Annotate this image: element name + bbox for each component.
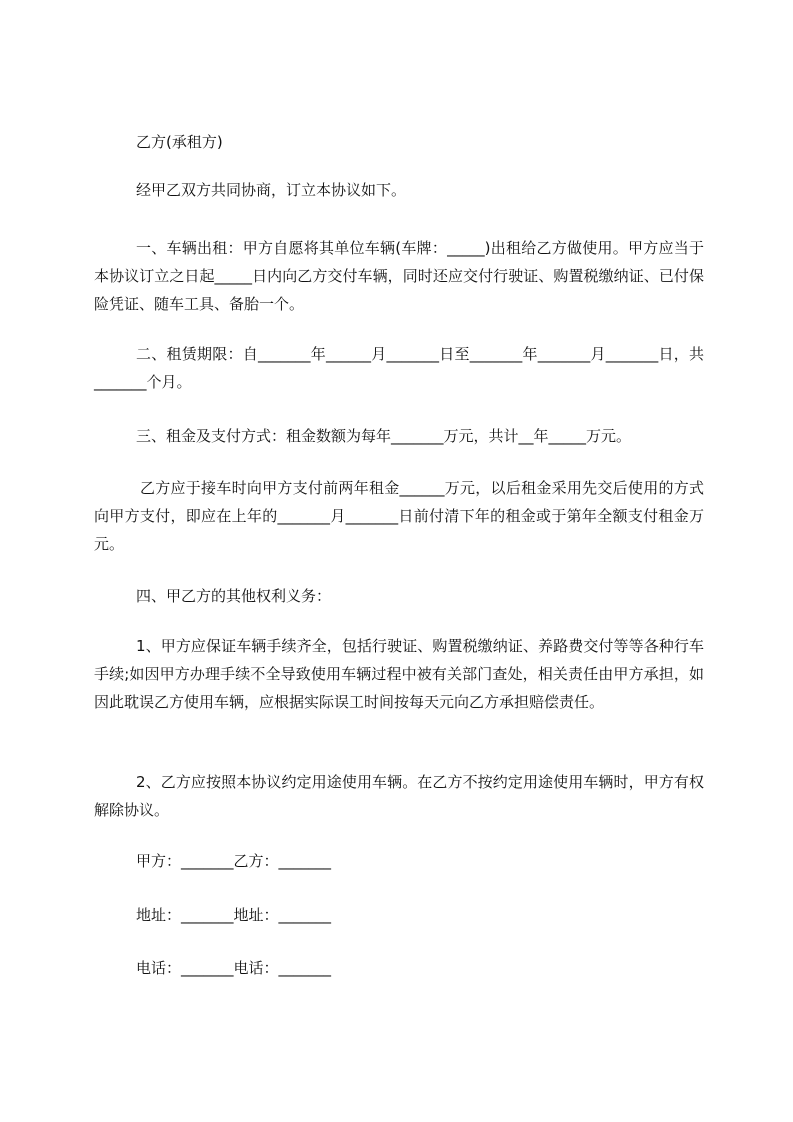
signature-line-phone: 电话：_______电话：_______	[136, 959, 332, 977]
clause-vehicle-rental: 一、车辆出租：甲方自愿将其单位车辆(车牌：_____)出租给乙方做使用。甲方应当于本协议订立之日起_____日内向乙方交付车辆，同时还应交付行驶证、购置税缴纳证、已付保险凭证、随车工具、备胎一个。	[94, 239, 704, 313]
clause-rights-item-1: 1、甲方应保证车辆手续齐全，包括行驶证、购置税缴纳证、养路费交付等等各种行车手续;如因甲方办理手续不全导致使用车辆过程中被有关部门查处，相关责任由甲方承担，如因此耽误乙方使用车辆，应根据实际误工时间按每天元向乙方承担赔偿责任。	[94, 637, 704, 711]
clause-rights-obligations-title: 四、甲乙方的其他权利义务：	[136, 587, 332, 605]
clause-rent-payment: 三、租金及支付方式：租金数额为每年_______万元，共计__年_____万元。	[136, 427, 632, 445]
clause-rent-payment-detail: 乙方应于接车时向甲方支付前两年租金______万元，以后租金采用先交后使用的方式向甲方支付，即应在上年的_______月_______日前付清下年的租金或于第年全额支付租金万元。	[94, 479, 704, 553]
clause-lease-term: 二、租赁期限：自_______年______月_______日至_______年_______月_______日，共_______个月。	[94, 345, 704, 391]
intro-paragraph: 经甲乙双方共同协商，订立本协议如下。	[136, 181, 407, 199]
clause-rights-item-2: 2、乙方应按照本协议约定用途使用车辆。在乙方不按约定用途使用车辆时，甲方有权解除协议。	[94, 773, 704, 819]
party-b-label: 乙方(承租方)	[136, 133, 223, 151]
signature-line-address: 地址：_______地址：_______	[136, 906, 332, 924]
signature-line-party: 甲方：_______乙方：_______	[136, 852, 332, 870]
